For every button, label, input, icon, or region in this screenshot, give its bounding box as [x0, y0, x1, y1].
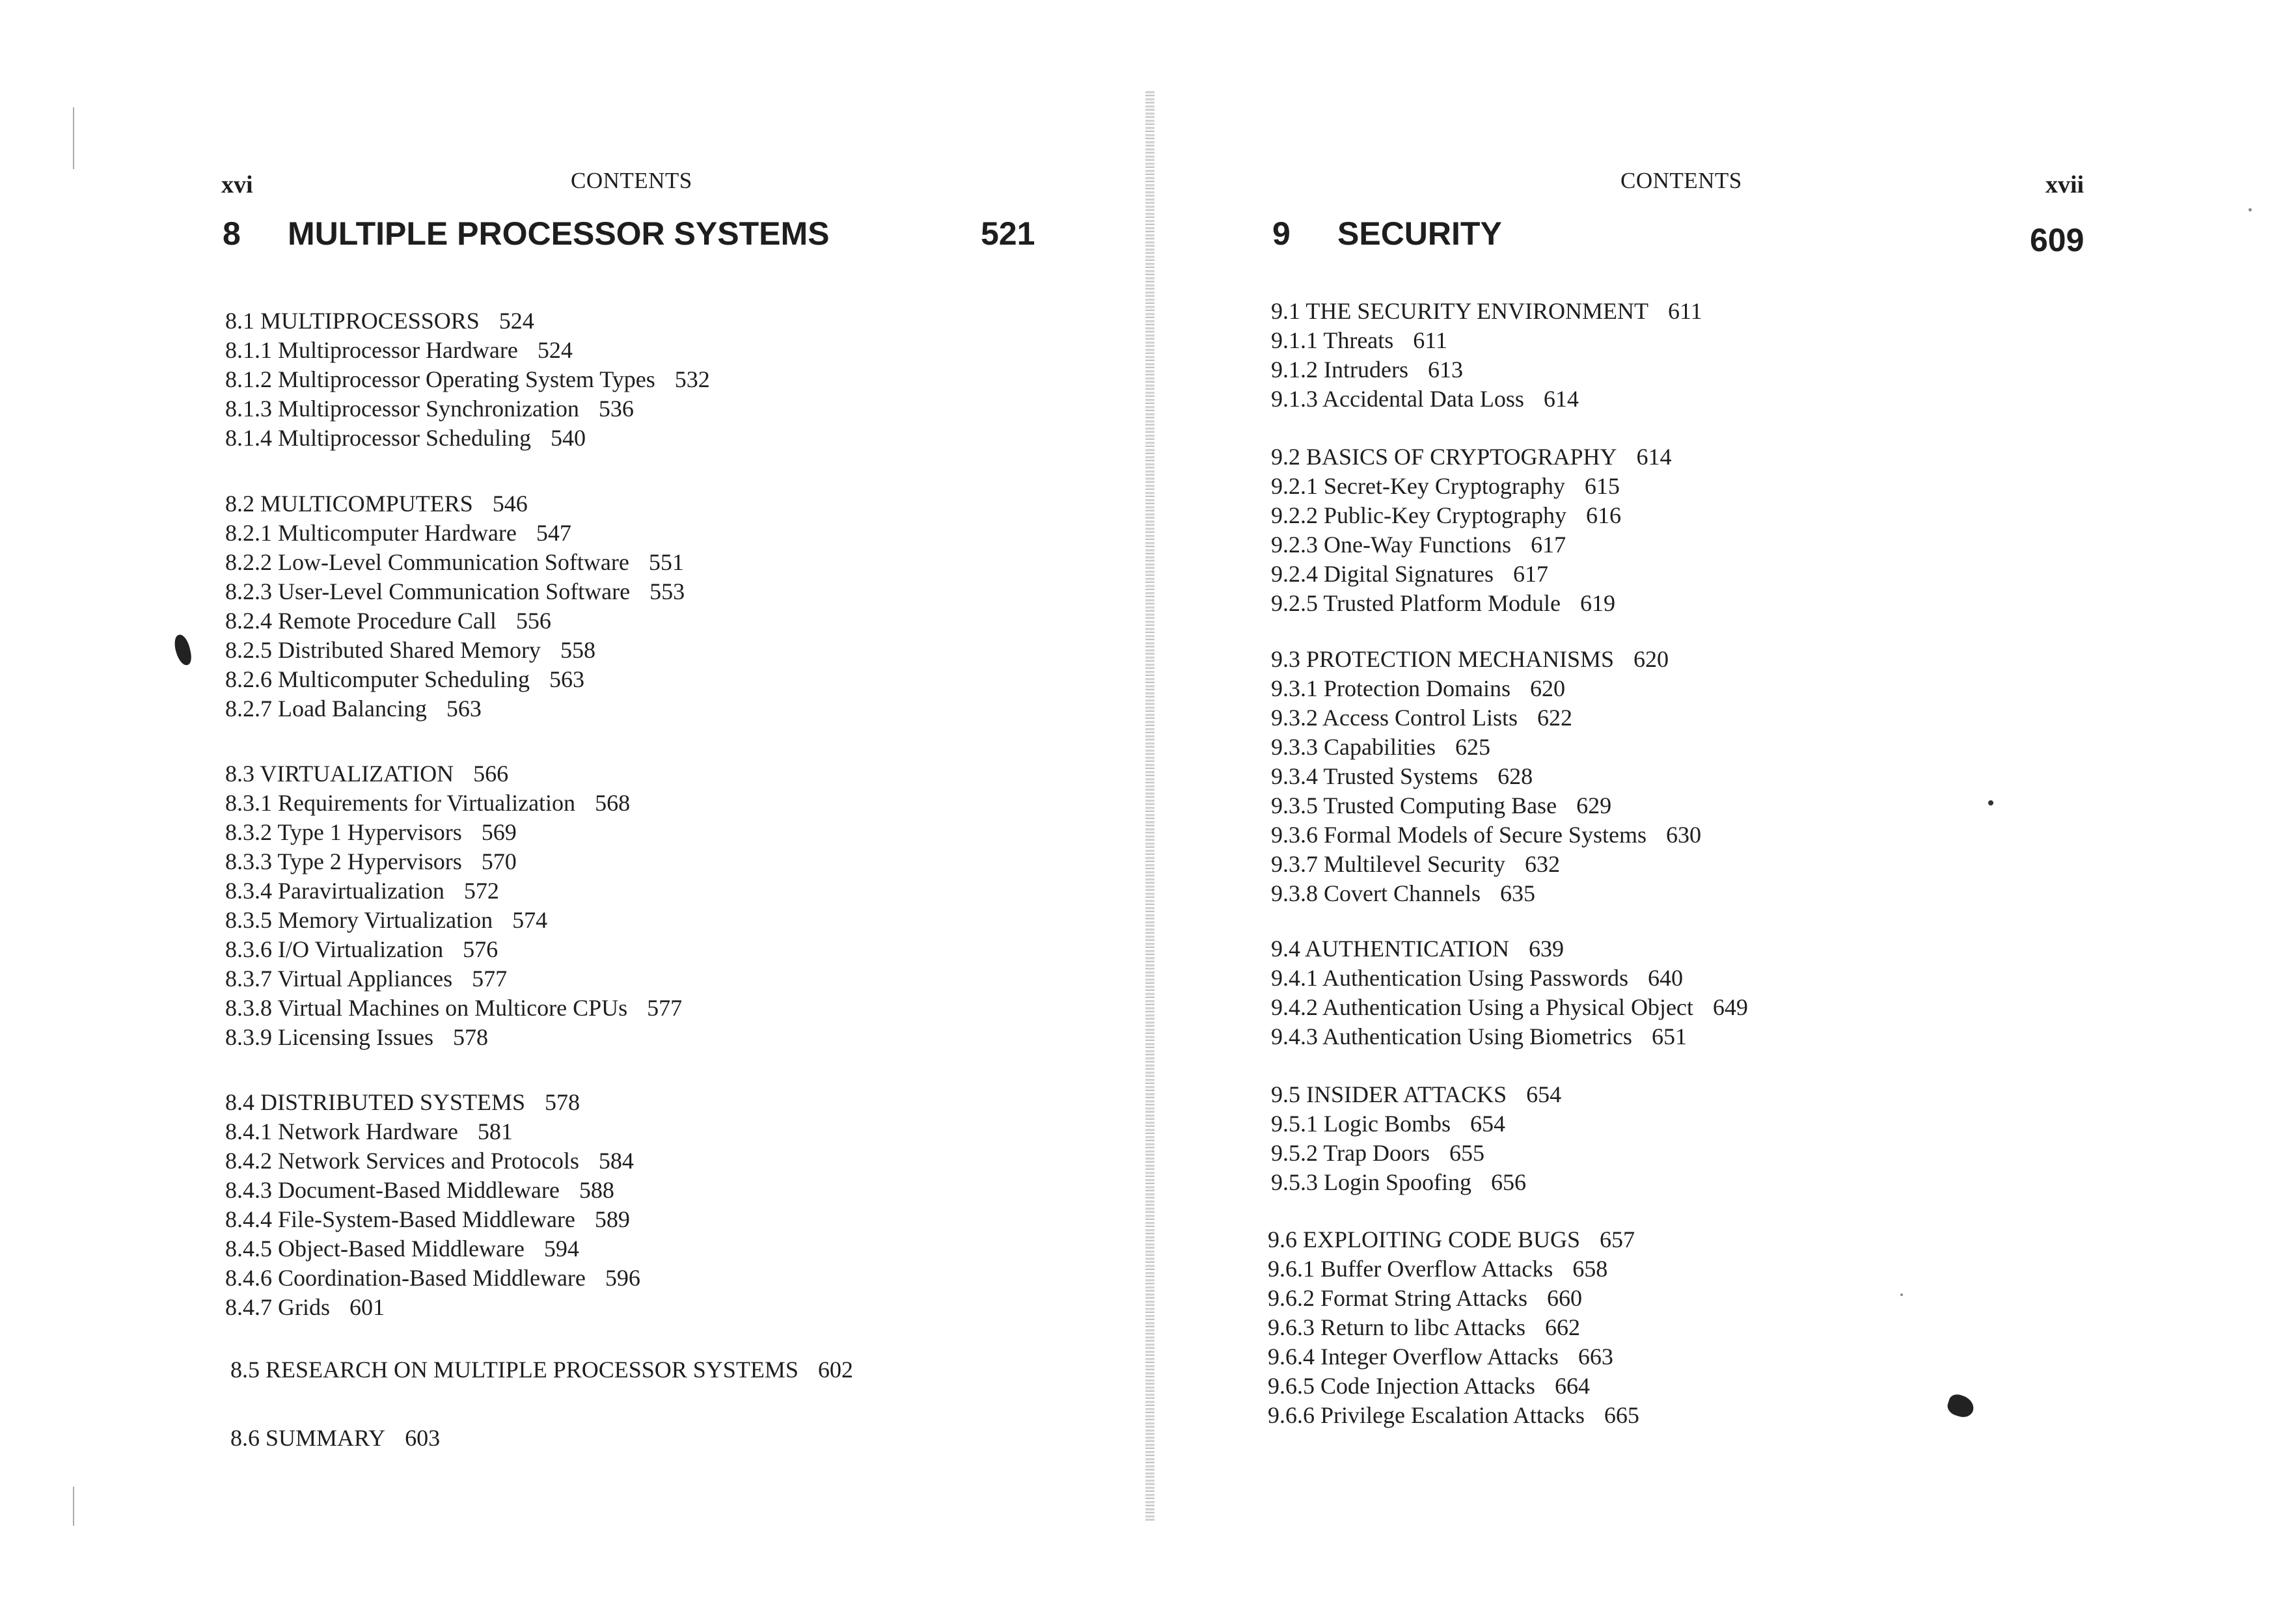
toc-page-number: 558 — [560, 637, 595, 663]
toc-page-number: 581 — [477, 1118, 513, 1144]
toc-page-number: 574 — [512, 907, 548, 933]
toc-entry[interactable] — [1271, 1109, 1561, 1139]
toc-title: 8.4.7 Grids — [225, 1294, 330, 1320]
toc-page-number: 622 — [1537, 705, 1572, 731]
toc-entry[interactable] — [225, 1205, 640, 1234]
toc-page-number: 614 — [1636, 444, 1672, 470]
scan-speck — [1900, 1293, 1903, 1296]
toc-entry[interactable] — [225, 636, 685, 665]
toc-entry[interactable] — [225, 818, 682, 847]
toc-title: 8.5 RESEARCH ON MULTIPLE PROCESSOR SYSTEMS — [230, 1357, 799, 1383]
toc-title: 8.1.3 Multiprocessor Synchronization — [225, 396, 579, 422]
scan-speck — [2249, 208, 2252, 211]
chapter-heading — [223, 215, 830, 252]
toc-page-number: 616 — [1585, 502, 1621, 528]
toc-entry[interactable] — [225, 548, 685, 577]
toc-title: 9.6.1 Buffer Overflow Attacks — [1268, 1256, 1553, 1282]
running-head: CONTENTS — [1620, 168, 1742, 193]
toc-entry[interactable] — [1268, 1284, 1639, 1313]
toc-page-number: 569 — [481, 819, 517, 845]
toc-title: 8.1.2 Multiprocessor Operating System Types — [225, 366, 655, 392]
toc-entry[interactable] — [1268, 1225, 1639, 1254]
toc-entry[interactable] — [225, 606, 685, 636]
toc-page-number: 589 — [594, 1206, 630, 1232]
toc-page-number: 617 — [1512, 561, 1548, 587]
toc-title: 8.2.4 Remote Procedure Call — [225, 608, 497, 634]
toc-entry[interactable] — [1271, 993, 1748, 1022]
toc-page-number: 630 — [1665, 822, 1701, 848]
toc-entry[interactable] — [1271, 560, 1672, 589]
page-folio: xvi — [221, 171, 253, 198]
toc-page-number: 551 — [648, 549, 684, 575]
toc-entry[interactable] — [1271, 355, 1702, 385]
toc-title: 8.2.1 Multicomputer Hardware — [225, 520, 517, 546]
toc-entry[interactable] — [225, 577, 685, 606]
ink-blot-mark — [172, 633, 193, 667]
toc-title: 8.2.6 Multicomputer Scheduling — [225, 666, 530, 692]
toc-section — [1268, 1225, 1639, 1459]
toc-page-number: 578 — [545, 1089, 581, 1115]
toc-title: 8.3.8 Virtual Machines on Multicore CPUs — [225, 995, 628, 1021]
toc-title: 8.4.3 Document-Based Middleware — [225, 1177, 560, 1203]
toc-entry[interactable] — [225, 847, 682, 876]
toc-entry[interactable] — [1271, 703, 1701, 733]
toc-page-number: 578 — [452, 1024, 488, 1050]
toc-title: 9.2.3 One-Way Functions — [1271, 532, 1512, 558]
toc-title: 9.4.3 Authentication Using Biometrics — [1271, 1023, 1632, 1049]
toc-entry[interactable] — [225, 1293, 640, 1322]
toc-page-number: 613 — [1427, 357, 1463, 383]
toc-entry[interactable] — [1271, 442, 1672, 472]
toc-page-number: 524 — [499, 308, 534, 334]
page-folio: xvii — [2045, 171, 2085, 198]
toc-entry[interactable] — [225, 519, 685, 548]
toc-title: 9.6.3 Return to libc Attacks — [1268, 1314, 1525, 1340]
toc-title: 8.3.5 Memory Virtualization — [225, 907, 493, 933]
toc-page-number: 568 — [595, 790, 631, 816]
toc-title: 9.3.3 Capabilities — [1271, 734, 1436, 760]
toc-page-number: 576 — [463, 936, 499, 962]
toc-title: 9.1 THE SECURITY ENVIRONMENT — [1271, 298, 1648, 324]
toc-entry[interactable] — [1271, 850, 1701, 879]
toc-page-number: 639 — [1528, 936, 1564, 962]
toc-title: 9.1.3 Accidental Data Loss — [1271, 386, 1524, 412]
toc-title: 9.1.1 Threats — [1271, 327, 1394, 353]
toc-section — [1271, 645, 1701, 908]
toc-page-number: 640 — [1647, 965, 1683, 991]
toc-page-number: 563 — [446, 696, 482, 722]
toc-title: 9.5.3 Login Spoofing — [1271, 1169, 1472, 1195]
toc-entry[interactable] — [1271, 762, 1701, 791]
toc-page-number: 611 — [1413, 327, 1447, 353]
toc-title: 9.2 BASICS OF CRYPTOGRAPHY — [1271, 444, 1617, 470]
toc-title: 9.6 EXPLOITING CODE BUGS — [1268, 1226, 1580, 1252]
toc-title: 8.3.3 Type 2 Hypervisors — [225, 848, 462, 874]
toc-title: 9.3 PROTECTION MECHANISMS — [1271, 646, 1615, 672]
toc-title: 8.1.1 Multiprocessor Hardware — [225, 337, 518, 363]
toc-section — [225, 759, 682, 1052]
toc-entry[interactable] — [1268, 1401, 1639, 1430]
toc-title: 9.2.4 Digital Signatures — [1271, 561, 1494, 587]
toc-title: 9.2.1 Secret-Key Cryptography — [1271, 473, 1565, 499]
toc-title: 8.4.5 Object-Based Middleware — [225, 1236, 525, 1262]
toc-page-number: 663 — [1578, 1344, 1613, 1370]
toc-section — [225, 306, 710, 453]
toc-page-number: 657 — [1600, 1226, 1635, 1252]
toc-entry[interactable] — [1271, 472, 1672, 501]
toc-section — [1271, 934, 1748, 1051]
toc-entry[interactable] — [1271, 674, 1701, 703]
toc-entry[interactable] — [1271, 964, 1748, 993]
toc-page-number: 662 — [1544, 1314, 1580, 1340]
toc-title: 9.3.5 Trusted Computing Base — [1271, 792, 1557, 819]
toc-entry[interactable] — [225, 994, 682, 1023]
toc-title: 8.3.1 Requirements for Virtualization — [225, 790, 576, 816]
toc-title: 8.3.6 I/O Virtualization — [225, 936, 444, 962]
toc-entry[interactable] — [1271, 1168, 1561, 1197]
toc-title: 9.3.7 Multilevel Security — [1271, 851, 1505, 877]
toc-title: 8.3 VIRTUALIZATION — [225, 761, 454, 787]
running-head: CONTENTS — [571, 168, 692, 193]
toc-entry[interactable] — [1268, 1254, 1639, 1284]
toc-entry[interactable] — [225, 789, 682, 818]
toc-section — [230, 1424, 440, 1453]
toc-entry[interactable] — [230, 1355, 853, 1385]
toc-title: 8.6 SUMMARY — [230, 1425, 386, 1451]
toc-entry[interactable] — [225, 665, 685, 694]
toc-page-number: 556 — [515, 608, 551, 634]
toc-page-number: 524 — [537, 337, 573, 363]
toc-title: 8.2 MULTICOMPUTERS — [225, 491, 473, 517]
toc-page-number: 601 — [349, 1294, 385, 1320]
toc-entry[interactable] — [225, 759, 682, 789]
toc-title: 9.2.5 Trusted Platform Module — [1271, 590, 1561, 616]
toc-page-number: 620 — [1634, 646, 1669, 672]
toc-entry[interactable] — [1271, 645, 1701, 674]
toc-page-number: 532 — [674, 366, 710, 392]
toc-entry[interactable] — [1271, 879, 1701, 908]
toc-page-number: 577 — [647, 995, 683, 1021]
toc-entry[interactable] — [225, 694, 685, 724]
toc-title: 9.6.2 Format String Attacks — [1268, 1285, 1527, 1311]
toc-page-number: 553 — [649, 578, 685, 604]
toc-title: 8.4 DISTRIBUTED SYSTEMS — [225, 1089, 526, 1115]
toc-title: 9.3.8 Covert Channels — [1271, 880, 1481, 906]
toc-page-number: 635 — [1499, 880, 1535, 906]
toc-entry[interactable] — [225, 489, 685, 519]
toc-entry[interactable] — [1268, 1372, 1639, 1401]
toc-page-number: 563 — [549, 666, 584, 692]
toc-page-number: 664 — [1554, 1373, 1590, 1399]
chapter-number: 9 — [1272, 215, 1291, 252]
toc-entry[interactable] — [1271, 733, 1701, 762]
toc-section — [230, 1355, 853, 1385]
chapter-page-number: 521 — [981, 215, 1035, 252]
toc-entry[interactable] — [225, 1146, 640, 1176]
toc-entry[interactable] — [225, 906, 682, 935]
toc-entry[interactable] — [225, 336, 710, 365]
toc-page-number: 660 — [1547, 1285, 1582, 1311]
toc-page-number: 617 — [1531, 532, 1566, 558]
toc-page-number: 665 — [1604, 1402, 1639, 1428]
toc-page-number: 572 — [463, 878, 499, 904]
toc-title: 8.2.5 Distributed Shared Memory — [225, 637, 541, 663]
toc-title: 8.3.7 Virtual Appliances — [225, 966, 453, 992]
toc-title: 9.3.2 Access Control Lists — [1271, 705, 1518, 731]
toc-page-number: 540 — [550, 425, 586, 451]
toc-title: 9.5.2 Trap Doors — [1271, 1140, 1430, 1166]
toc-entry[interactable] — [225, 964, 682, 994]
toc-entry[interactable] — [1268, 1342, 1639, 1372]
toc-entry[interactable] — [225, 365, 710, 394]
toc-title: 8.4.6 Coordination-Based Middleware — [225, 1265, 586, 1291]
toc-entry[interactable] — [1271, 385, 1702, 414]
toc-page-number: 628 — [1497, 763, 1533, 789]
toc-section — [1271, 442, 1672, 618]
toc-page-number: 619 — [1580, 590, 1616, 616]
toc-title: 9.4.1 Authentication Using Passwords — [1271, 965, 1628, 991]
toc-title: 8.1 MULTIPROCESSORS — [225, 308, 480, 334]
toc-section — [1271, 297, 1702, 414]
toc-page-number: 654 — [1470, 1111, 1505, 1137]
toc-title: 8.3.9 Licensing Issues — [225, 1024, 433, 1050]
toc-title: 8.2.2 Low-Level Communication Software — [225, 549, 629, 575]
scan-speck — [1988, 800, 1993, 805]
right-page — [1149, 0, 2283, 1624]
toc-title: 9.2.2 Public-Key Cryptography — [1271, 502, 1566, 528]
toc-title: 8.1.4 Multiprocessor Scheduling — [225, 425, 531, 451]
toc-page-number: 615 — [1584, 473, 1620, 499]
toc-title: 9.6.6 Privilege Escalation Attacks — [1268, 1402, 1585, 1428]
toc-page-number: 596 — [605, 1265, 640, 1291]
toc-entry[interactable] — [225, 1176, 640, 1205]
toc-title: 8.2.3 User-Level Communication Software — [225, 578, 631, 604]
toc-title: 8.4.2 Network Services and Protocols — [225, 1148, 579, 1174]
chapter-heading — [1272, 215, 1502, 252]
toc-page-number: 584 — [598, 1148, 634, 1174]
toc-entry[interactable] — [1271, 297, 1702, 326]
margin-scan-line — [73, 107, 74, 169]
toc-title: 9.5 INSIDER ATTACKS — [1271, 1081, 1507, 1107]
toc-page-number: 651 — [1651, 1023, 1687, 1049]
toc-entry[interactable] — [1268, 1430, 1639, 1459]
toc-title: 8.3.4 Paravirtualization — [225, 878, 444, 904]
toc-title: 9.1.2 Intruders — [1271, 357, 1408, 383]
toc-page-number: 654 — [1526, 1081, 1562, 1107]
toc-page-number: 602 — [817, 1357, 853, 1383]
toc-page-number: 577 — [472, 966, 508, 992]
toc-entry[interactable] — [225, 424, 710, 453]
margin-scan-line — [73, 1487, 74, 1526]
toc-page-number: 536 — [598, 396, 634, 422]
toc-page-number: 570 — [481, 848, 517, 874]
toc-section — [225, 1088, 640, 1322]
toc-entry[interactable] — [1271, 530, 1672, 560]
toc-title: 8.2.7 Load Balancing — [225, 696, 427, 722]
toc-entry[interactable] — [1271, 1139, 1561, 1168]
toc-title: 9.3.6 Formal Models of Secure Systems — [1271, 822, 1647, 848]
toc-page-number: 614 — [1543, 386, 1579, 412]
toc-page-number: 649 — [1712, 994, 1748, 1020]
toc-entry[interactable] — [1268, 1313, 1639, 1342]
ink-blot-mark — [1945, 1392, 1976, 1420]
toc-entry[interactable] — [225, 1117, 640, 1146]
toc-page-number: 625 — [1455, 734, 1490, 760]
toc-entry[interactable] — [225, 935, 682, 964]
toc-section — [225, 489, 685, 724]
toc-page-number: 547 — [536, 520, 571, 546]
toc-page-number: 566 — [473, 761, 509, 787]
toc-entry[interactable] — [1271, 589, 1672, 618]
toc-page-number: 656 — [1491, 1169, 1527, 1195]
toc-title: 9.5.1 Logic Bombs — [1271, 1111, 1451, 1137]
toc-entry[interactable] — [1271, 1080, 1561, 1109]
toc-page-number: 588 — [579, 1177, 614, 1203]
toc-page-number: 546 — [492, 491, 528, 517]
toc-section — [1271, 1080, 1561, 1197]
chapter-title: MULTIPLE PROCESSOR SYSTEMS — [288, 215, 830, 252]
toc-entry[interactable] — [1271, 1022, 1748, 1051]
toc-entry[interactable] — [225, 394, 710, 424]
toc-page-number: 658 — [1572, 1256, 1608, 1282]
toc-entry[interactable] — [225, 876, 682, 906]
toc-page-number: 629 — [1576, 792, 1612, 819]
toc-entry[interactable] — [225, 1234, 640, 1264]
toc-title: 9.4 AUTHENTICATION — [1271, 936, 1509, 962]
toc-page-number: 611 — [1667, 298, 1702, 324]
toc-title: 9.6.4 Integer Overflow Attacks — [1268, 1344, 1559, 1370]
chapter-page-number: 609 — [2030, 222, 2085, 258]
toc-title: 8.4.1 Network Hardware — [225, 1118, 458, 1144]
toc-title: 9.3.1 Protection Domains — [1271, 675, 1511, 701]
toc-entry[interactable] — [1271, 791, 1701, 820]
toc-page-number: 655 — [1449, 1140, 1485, 1166]
toc-page-number: 603 — [405, 1425, 441, 1451]
chapter-number: 8 — [223, 215, 241, 252]
toc-entry[interactable] — [230, 1424, 440, 1453]
chapter-title: SECURITY — [1337, 215, 1502, 252]
toc-entry[interactable] — [225, 1023, 682, 1052]
toc-title: 9.6.5 Code Injection Attacks — [1268, 1373, 1535, 1399]
toc-title: 9.4.2 Authentication Using a Physical Object — [1271, 994, 1693, 1020]
toc-entry[interactable] — [1271, 501, 1672, 530]
toc-entry[interactable] — [225, 1264, 640, 1293]
toc-title: 8.4.4 File-System-Based Middleware — [225, 1206, 575, 1232]
toc-entry[interactable] — [225, 1088, 640, 1117]
toc-title: 9.3.4 Trusted Systems — [1271, 763, 1479, 789]
toc-entry[interactable] — [1271, 934, 1748, 964]
toc-entry[interactable] — [1271, 326, 1702, 355]
toc-page-number: 632 — [1524, 851, 1560, 877]
toc-title: 8.3.2 Type 1 Hypervisors — [225, 819, 462, 845]
toc-page-number: 594 — [543, 1236, 579, 1262]
toc-entry[interactable] — [1271, 820, 1701, 850]
toc-entry[interactable] — [225, 306, 710, 336]
toc-page-number: 620 — [1529, 675, 1565, 701]
